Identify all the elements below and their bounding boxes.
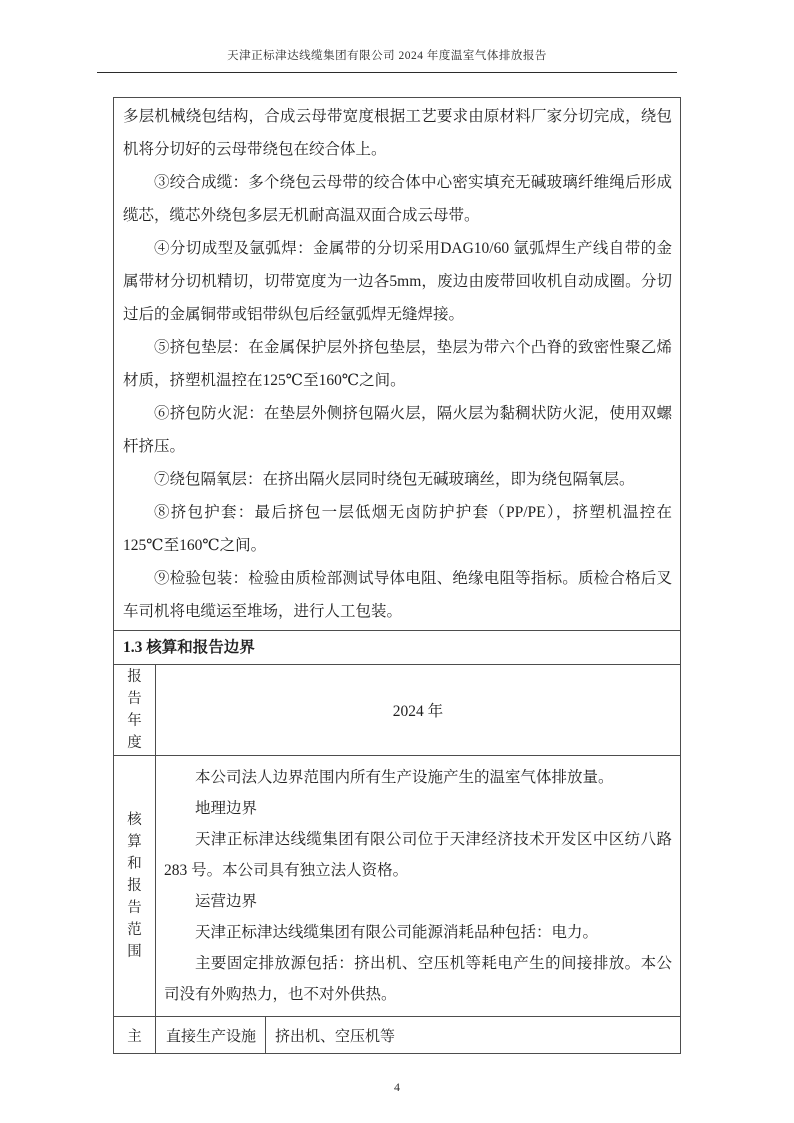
scope-paragraph-ops-heading: 运营边界: [195, 893, 258, 910]
report-year-label-cell: [114, 665, 156, 755]
paragraph-step-4: ④分切成型及氩弧焊：金属带的分切采用DAG10/60 氩弧焊生产线自带的金属带材分切机精切，切带宽度为一边各5mm，废边由废带回收机自动成圈。分切过后的金属铜带或铝带纵包后经氩弧焊无缝焊接。: [123, 240, 672, 323]
page-header: [97, 47, 677, 73]
facility-list-cell: 挤出机、空压机等: [275, 1028, 396, 1045]
direct-production-facility-cell: 直接生产设施: [156, 1017, 266, 1053]
scope-value-cell: [156, 756, 680, 1016]
paragraph-step-3: ③绞合成缆：多个绕包云母带的绞合体中心密实填充无碱玻璃纤维绳后形成缆芯，缆芯外绕包多层无机耐高温双面合成云母带。: [123, 174, 672, 224]
page-footer: [0, 1080, 794, 1095]
scope-label-cell: [114, 756, 156, 1016]
report-year-label: 报告年度: [127, 669, 142, 751]
table-row-scope: [114, 755, 680, 1016]
table-row-main-facilities: [114, 1016, 680, 1053]
scope-paragraph-legal-boundary: 本公司法人边界范围内所有生产设施产生的温室气体排放量。: [195, 769, 614, 786]
paragraph-continuation: 多层机械绕包结构，合成云母带宽度根据工艺要求由原材料厂家分切完成，绕包机将分切好的云母带绕包在绞合体上。: [123, 108, 672, 158]
paragraph-step-8: ⑧挤包护套：最后挤包一层低烟无卤防护护套（PP/PE），挤塑机温控在125℃至160℃之间。: [123, 504, 672, 554]
table-row-report-year: [114, 664, 680, 755]
content-table: [113, 97, 681, 1054]
page-number: 4: [394, 1080, 400, 1094]
header-title: 天津正标津达线缆集团有限公司 2024 年度温室气体排放报告: [227, 50, 547, 62]
paragraph-step-7: ⑦绕包隔氧层：在挤出隔火层同时绕包无碱玻璃丝，即为绕包隔氧层。: [154, 471, 635, 488]
scope-paragraph-energy: 天津正标津达线缆集团有限公司能源消耗品种包括：电力。: [195, 924, 599, 941]
scope-paragraph-geo-detail: 天津正标津达线缆集团有限公司位于天津经济技术开发区中区纺八路 283 号。本公司具有独立法人资格。: [164, 831, 672, 879]
main-facilities-label: 主: [127, 1028, 142, 1045]
paragraph-step-9: ⑨检验包装：检验由质检部测试导体电阻、绝缘电阻等指标。质检合格后叉车司机将电缆运至堆场，进行人工包装。: [123, 570, 672, 620]
scope-paragraph-sources: 主要固定排放源包括：挤出机、空压机等耗电产生的间接排放。本公司没有外购热力，也不对外供热。: [164, 955, 672, 1003]
main-facilities-label-cell: [114, 1017, 156, 1053]
scope-paragraph-geo-heading: 地理边界: [195, 800, 258, 817]
report-year-value: 2024 年: [392, 703, 444, 720]
paragraph-step-6: ⑥挤包防火泥：在垫层外侧挤包隔火层，隔火层为黏稠状防火泥，使用双螺杆挤压。: [123, 405, 672, 455]
process-description-cell: [114, 98, 680, 630]
paragraph-step-5: ⑤挤包垫层：在金属保护层外挤包垫层，垫层为带六个凸脊的致密性聚乙烯材质，挤塑机温控在125℃至160℃之间。: [123, 339, 672, 389]
scope-label: 核算和报告范围: [127, 812, 142, 960]
section-heading: 1.3 核算和报告边界: [114, 630, 680, 664]
